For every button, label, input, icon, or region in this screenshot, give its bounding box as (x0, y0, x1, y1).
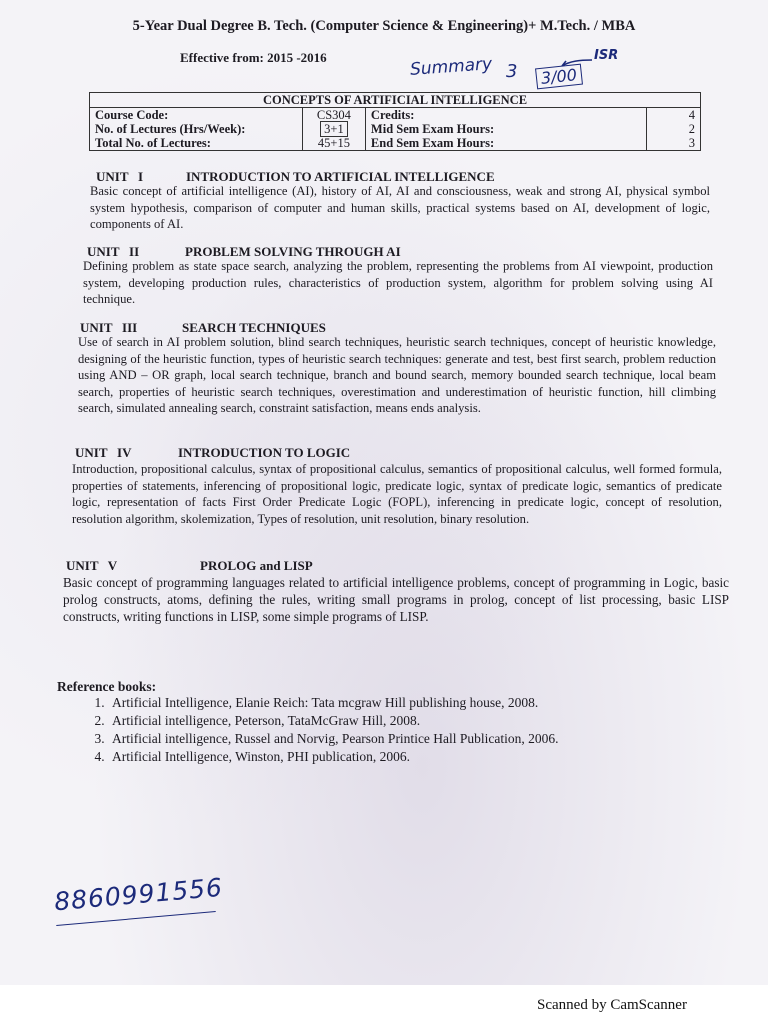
unit-number: UNIT IV (75, 445, 132, 460)
unit-number: UNIT I (96, 169, 144, 184)
unit-number: UNIT II (87, 244, 140, 259)
unit-title: PROLOG and LISP (200, 558, 313, 573)
table-label: Total No. of Lectures: (90, 136, 303, 151)
course-info-table (89, 92, 701, 151)
table-label: Mid Sem Exam Hours: (365, 122, 646, 136)
unit-title: INTRODUCTION TO ARTIFICIAL INTELLIGENCE (186, 169, 495, 184)
unit-description: Introduction, propositional calculus, syntax of propositional calculus, semantics of propositional calculus, well formed formula, properties of statements, inferencing of propositional logic, predicate logic, syntax of predicate logic, semantics of predicate logic, representation of facts First Order Predicate Logic (FOPL), inferencing in predicate logic, concept of resolution, resolution algorithm, skolemization, Types of resolution, unit resolution, binary resolution. (72, 462, 722, 526)
table-label: Course Code: (90, 108, 303, 123)
handwritten-isr: ISR (594, 48, 619, 63)
reference-item: 3. Artificial intelligence, Russel and Norvig, Pearson Printice Hall Publication, 2006. (108, 730, 708, 748)
handwritten-phone-number: 8860991556 (53, 872, 225, 917)
handwritten-summary: Summary (409, 54, 493, 80)
unit-description: Use of search in AI problem solution, blind search techniques, heuristic search techniques, concept of heuristic knowledge, designing of the heuristic function, types of heuristic search techniques: generate and test, best first search, problem reduction using AND – OR graph, local search technique, branch and bound search, memory bounded search technique, local beam search, properties of heuristic search techniques, overestimation and underestimation of heuristic function, hill climbing search, simulated annealing search, constraint satisfaction, means ends analysis. (78, 335, 716, 415)
table-value: 45+15 (302, 136, 365, 151)
table-value: 3 (646, 136, 700, 151)
unit-description: Basic concept of programming languages related to artificial intelligence problems, concept of programming in Logic, basic prolog constructs, atoms, defining the rules, writing small programs in prolog, concept of list processing, basic LISP constructs, writing functions in LISP, some simple programs of LISP. (63, 575, 729, 624)
reference-item: 4. Artificial Intelligence, Winston, PHI publication, 2006. (108, 748, 708, 766)
reference-item: 1. Artificial Intelligence, Elanie Reich: Tata mcgraw Hill publishing house, 2008. (108, 694, 708, 712)
table-value: CS304 (302, 108, 365, 123)
handwritten-fraction: 3/00 (535, 64, 583, 90)
unit-title: INTRODUCTION TO LOGIC (178, 445, 351, 460)
table-label: No. of Lectures (Hrs/Week): (90, 122, 303, 136)
unit-description: Defining problem as state space search, analyzing the problem, representing the problems from AI viewpoint, production system, developing production rules, characteristics of production system, algorithm for problem solving using AI technique. (83, 259, 713, 306)
unit-heading (75, 445, 350, 461)
unit-description: Basic concept of artificial intelligence (AI), history of AI, AI and consciousness, weak and strong AI, physical symbol system hypothesis, comparison of computer and human skills, practical systems based on AI, development of logic, components of AI. (90, 184, 710, 231)
handwritten-arrow-icon (560, 58, 594, 68)
references-list (82, 694, 708, 766)
course-title: CONCEPTS OF ARTIFICIAL INTELLIGENCE (90, 93, 701, 108)
boxed-value: 3+1 (320, 121, 348, 137)
table-value: 2 (646, 122, 700, 136)
effective-date: Effective from: 2015 -2016 (180, 50, 327, 65)
unit-number: UNIT V (66, 558, 118, 573)
reference-item: 2. Artificial intelligence, Peterson, TataMcGraw Hill, 2008. (108, 712, 708, 730)
table-value (302, 122, 365, 136)
table-label: End Sem Exam Hours: (365, 136, 646, 151)
camscanner-watermark: Scanned by CamScanner (537, 997, 687, 1013)
table-value: 4 (646, 108, 700, 123)
program-title: 5-Year Dual Degree B. Tech. (Computer Science & Engineering)+ M.Tech. / MBA (132, 18, 636, 34)
references-heading: Reference books: (57, 679, 157, 694)
table-label: Credits: (365, 108, 646, 123)
unit-heading (66, 558, 313, 574)
unit-title: PROBLEM SOLVING THROUGH AI (185, 244, 401, 259)
unit-title: SEARCH TECHNIQUES (182, 320, 326, 335)
handwritten-three: 3 (506, 61, 518, 82)
unit-number: UNIT III (80, 320, 138, 335)
